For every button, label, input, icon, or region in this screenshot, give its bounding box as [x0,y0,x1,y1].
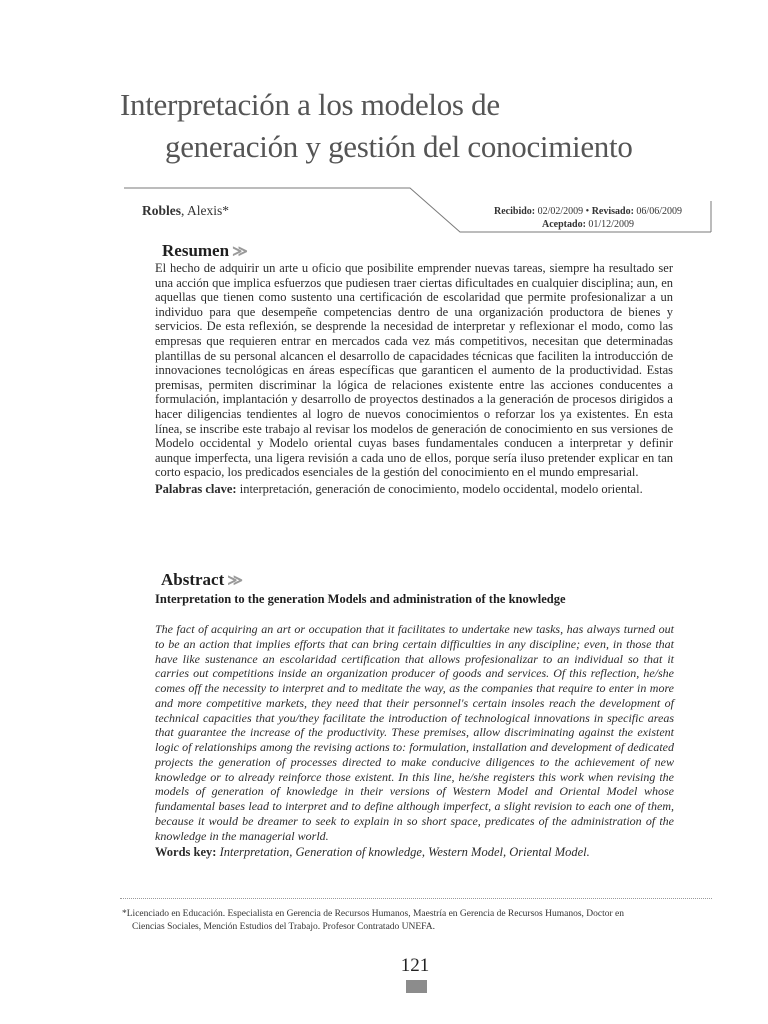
abstract-subtitle: Interpretation to the generation Models and administration of the knowledge [155,592,566,606]
recibido-label: Recibido: [494,206,536,217]
palabras-clave-value: interpretación, generación de conocimiento, modelo occidental, modelo oriental. [236,481,643,496]
dates-line-1 [460,205,716,218]
title-line-2: generación y gestión del conocimiento [165,129,633,164]
footnote-line-1: *Licenciado en Educación. Especialista en Gerencia de Recursos Humanos, Maestría en Gerencia de Recursos Humanos, Doctor en [122,909,624,919]
double-arrow-icon: ≫ [227,573,238,589]
submission-dates [460,205,716,231]
dates-line-2 [460,218,716,231]
author [142,203,229,219]
abstract-heading [161,570,238,590]
resumen-body: El hecho de adquirir un arte u oficio que posibilite emprender nuevas tareas, siempre ha resultado ser una acción que implica esfuerzos que pudiesen traer ciertas dificultades en cualquier disciplina; aun, en aquellas que tienen como sustento una certificación de escolaridad que permite profesionalizar a un individuo para que desempeñe competencias dentro de una organización productora de bienes y servicios. De esta reflexión, se desprende la necesidad de interpretar y reflexionar el modo, como las empresas que requieren entrar en mercados cada vez más competitivos, necesitan que determinadas plantillas de su personal alcancen el desarrollo de capacidades técnicas que faciliten la introducción de innovaciones tecnológicas en áreas específicas que garanticen el aumento de la productividad. Estas premisas, permiten discriminar la lógica de relaciones existente entre las acciones conducentes a formulación, implantación y desarrollo de proyectos destinados a la generación de procesos dirigidos a hacer diligencias tendientes al logro de nuevos conocimientos o reforzar los ya existentes. En esta línea, se inscribe este trabajo al revisar los modelos de generación de conocimiento en sus versiones de Modelo occidental y Modelo oriental cuyas bases fundamentales conducen a interpretar y definir aunque imperfecta, una ligera revisión a cada uno de ellos, porque sería iluso pretender explicar en tan corto espacio, los predicados esenciales de la gestión del conocimiento en el mundo empresarial. [155,261,673,480]
resumen-heading-text: Resumen [162,241,230,260]
page-marker-box [406,980,427,993]
revisado-label: Revisado: [591,206,634,217]
resumen-heading [162,241,243,261]
palabras-clave [155,482,673,497]
resumen-section [155,261,673,497]
words-key-value: Interpretation, Generation of knowledge, Western Model, Oriental Model. [216,845,590,860]
words-key [155,845,674,860]
dates-separator: • [585,206,590,217]
aceptado-label: Aceptado: [542,219,586,230]
double-arrow-icon: ≫ [232,244,243,260]
abstract-section [155,622,674,860]
footnote-divider [120,898,712,899]
header-rule [0,0,768,240]
footnote-line-2: Ciencias Sociales, Mención Estudios del Trabajo. Profesor Contratado UNEFA. [132,921,435,932]
aceptado-value: 01/12/2009 [588,219,634,230]
recibido-value: 02/02/2009 [537,206,584,217]
palabras-clave-label: Palabras clave: [155,481,237,496]
page-number: 121 [400,955,430,976]
author-surname: Robles [142,203,182,218]
author-given-name: , Alexis* [181,203,230,218]
title-line-1: Interpretación a los modelos de [120,87,500,122]
revisado-value: 06/06/2009 [636,206,682,217]
abstract-heading-text: Abstract [161,570,225,589]
words-key-label: Words key: [155,845,217,860]
author-footnote [122,908,712,933]
abstract-body: The fact of acquiring an art or occupation that it facilitates to undertake new tasks, has always turned out to be an action that implies efforts that can bring certain difficulties in any discipline; even, in those that have like sustenance an escolaridad certification that allows profesionalizar to an individual so that it carries out competitions inside an organization producer of goods and services. Of this reflection, he/she comes off the necessity to interpret and to meditate the way, as the companies that require to enter in more and more competitive markets, they need that their personnel's certain insoles reach the development of technical capacities that you/they facilitate the introduction of technological innovations in specific areas that guarantee the increase of the productivity. These premises, allow discriminating against the existent logic of relationships among the revising actions to: formulation, installation and development of dedicated projects the generation of processes directed to make conducive diligences to the achievement of new knowledge or to already reinforce those existent. In this line, he/she registers this work when revising the models of generation of knowledge in their versions of Western Model and Oriental Model whose fundamental bases lead to interpret and to define although imperfect, a slight revision to each one of them, because it would be dreamer to seek to explain in so short space, predicates of the administration of the knowledge in the managerial world. [155,622,674,843]
